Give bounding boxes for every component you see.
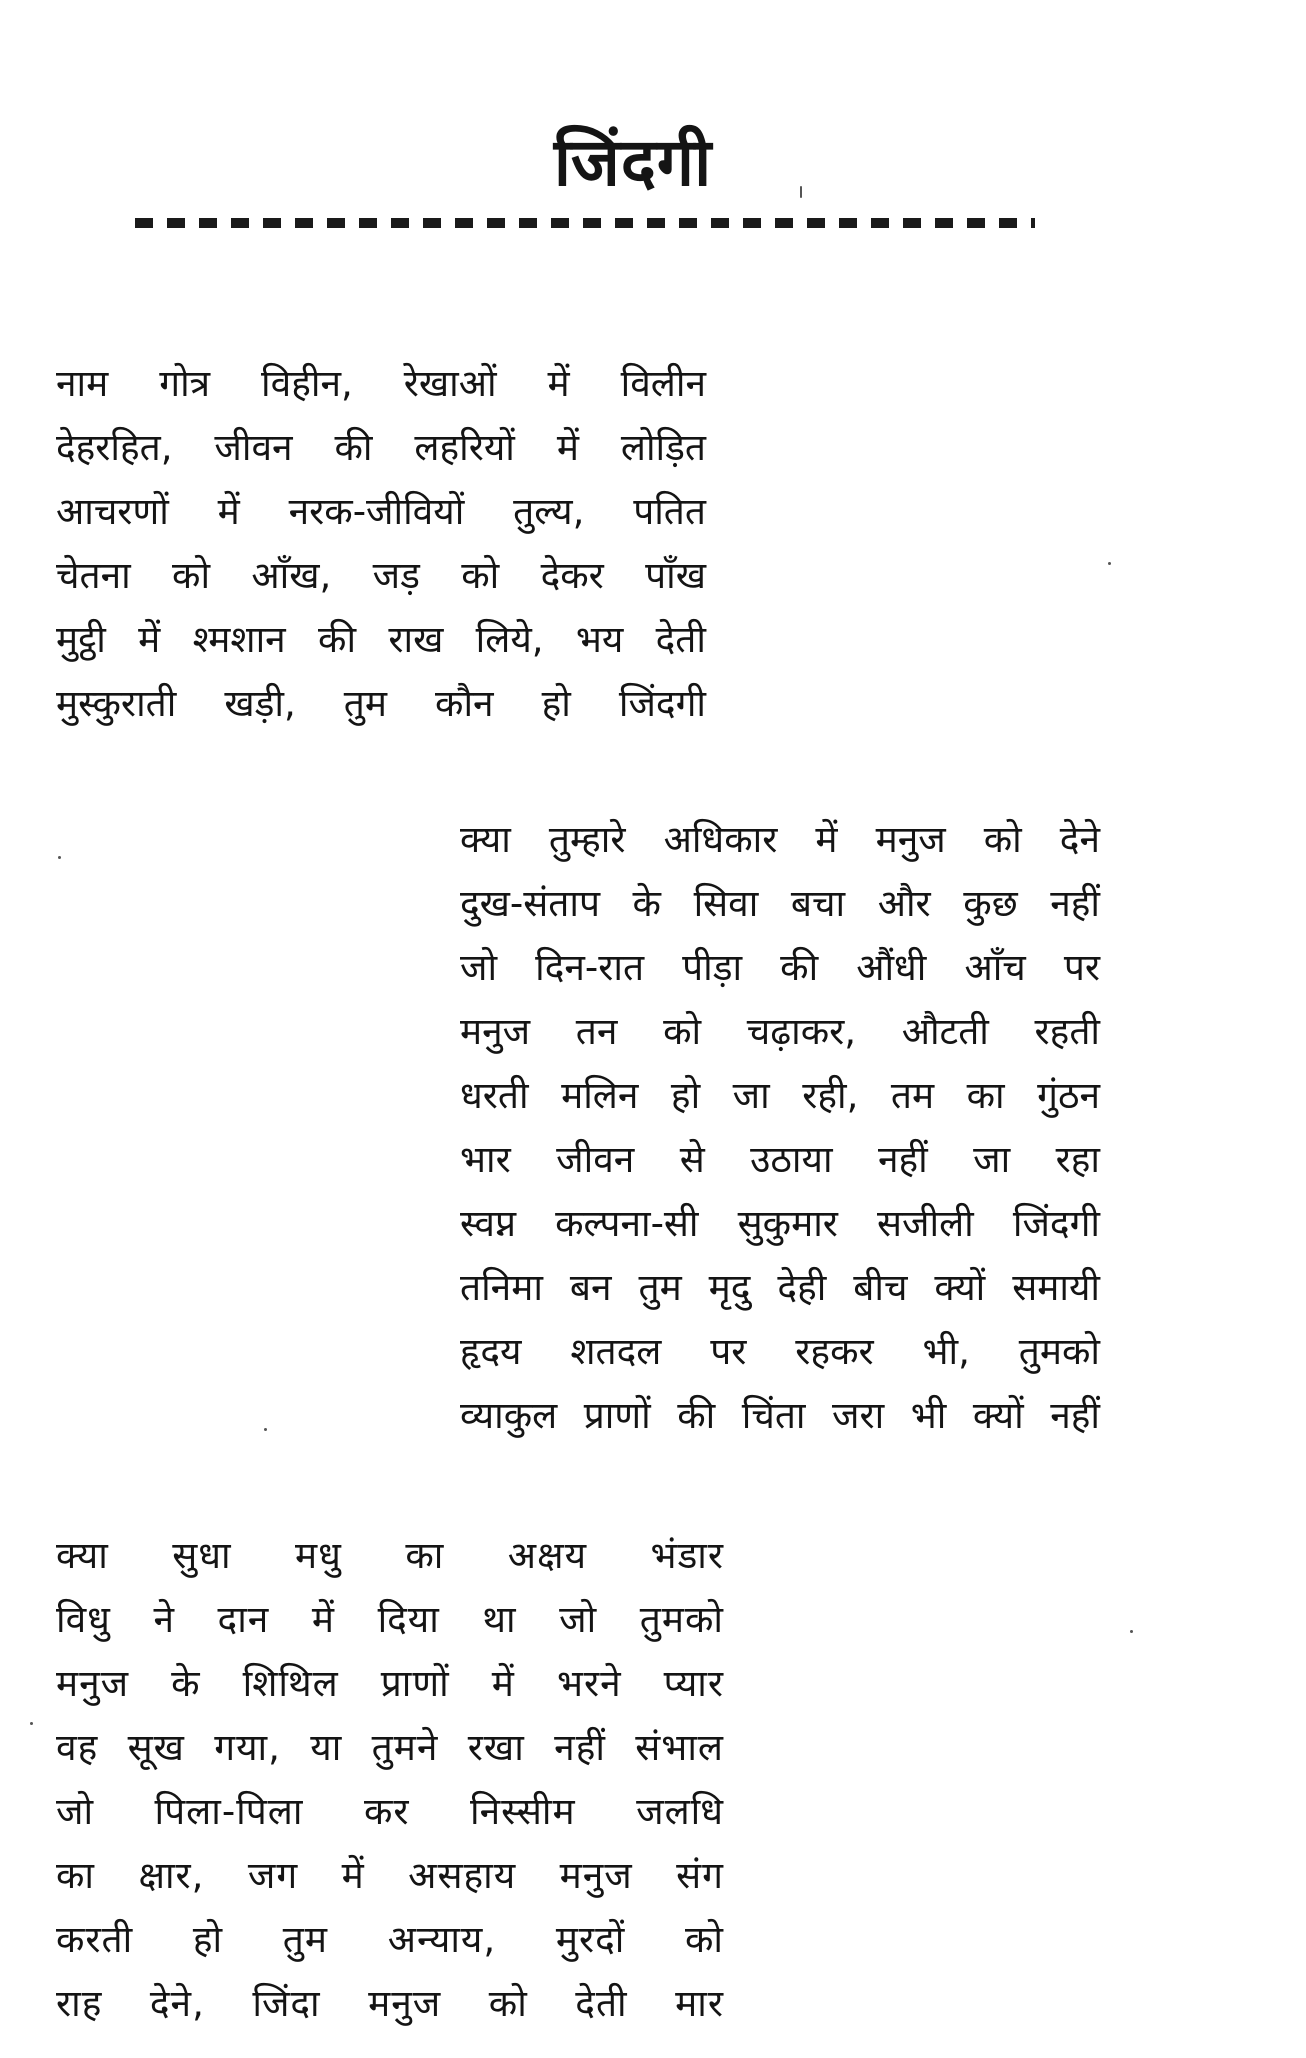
- scan-speck: [800, 186, 802, 198]
- verse-line: राह देने, जिंदा मनुज को देती मार: [56, 1982, 724, 2025]
- verse-line: मुस्कुराती खड़ी, तुम कौन हो जिंदगी: [56, 682, 706, 725]
- verse-line: वह सूख गया, या तुमने रखा नहीं संभाल: [56, 1726, 724, 1769]
- verse-line: क्या सुधा मधु का अक्षय भंडार: [56, 1534, 724, 1577]
- verse-line: चेतना को आँख, जड़ को देकर पाँख: [56, 554, 706, 597]
- verse-line: हृदय शतदल पर रहकर भी, तुमको: [460, 1330, 1100, 1373]
- verse-line: मुट्ठी में श्मशान की राख लिये, भय देती: [56, 618, 706, 661]
- verse-line: देहरहित, जीवन की लहरियों में लोड़ित: [56, 426, 706, 469]
- verse-line: धरती मलिन हो जा रही, तम का गुंठन: [460, 1074, 1100, 1117]
- scan-speck: [58, 856, 61, 859]
- verse-line: व्याकुल प्राणों की चिंता जरा भी क्यों नहीं: [460, 1394, 1100, 1437]
- verse-line: दुख-संताप के सिवा बचा और कुछ नहीं: [460, 882, 1100, 925]
- scan-speck: [1108, 562, 1111, 565]
- verse-line: तनिमा बन तुम मृदु देही बीच क्यों समायी: [460, 1266, 1100, 1309]
- verse-line: जो दिन-रात पीड़ा की औंधी आँच पर: [460, 946, 1100, 989]
- stanza-1: [56, 352, 706, 736]
- scan-speck: [264, 1428, 267, 1431]
- verse-line: विधु ने दान में दिया था जो तुमको: [56, 1598, 724, 1641]
- scan-speck: [30, 1722, 33, 1725]
- verse-line: भार जीवन से उठाया नहीं जा रहा: [460, 1138, 1100, 1181]
- verse-line: नाम गोत्र विहीन, रेखाओं में विलीन: [56, 362, 706, 405]
- poem-title: [0, 124, 1306, 201]
- verse-line: स्वप्न कल्पना-सी सुकुमार सजीली जिंदगी: [460, 1202, 1100, 1245]
- stanza-3: [56, 1524, 724, 2036]
- verse-line: करती हो तुम अन्याय, मुरदों को: [56, 1918, 724, 1961]
- verse-line: क्या तुम्हारे अधिकार में मनुज को देने: [460, 818, 1100, 861]
- dashed-divider: [135, 218, 1035, 228]
- verse-line: आचरणों में नरक-जीवियों तुल्य, पतित: [56, 490, 706, 533]
- poem-title-text: जिंदगी: [553, 124, 713, 201]
- verse-line: मनुज तन को चढ़ाकर, औटती रहती: [460, 1010, 1100, 1053]
- verse-line: का क्षार, जग में असहाय मनुज संग: [56, 1854, 724, 1897]
- verse-line: मनुज के शिथिल प्राणों में भरने प्यार: [56, 1662, 724, 1705]
- stanza-2: [460, 808, 1100, 1448]
- verse-line: जो पिला-पिला कर निस्सीम जलधि: [56, 1790, 724, 1833]
- scan-speck: [1130, 1630, 1133, 1633]
